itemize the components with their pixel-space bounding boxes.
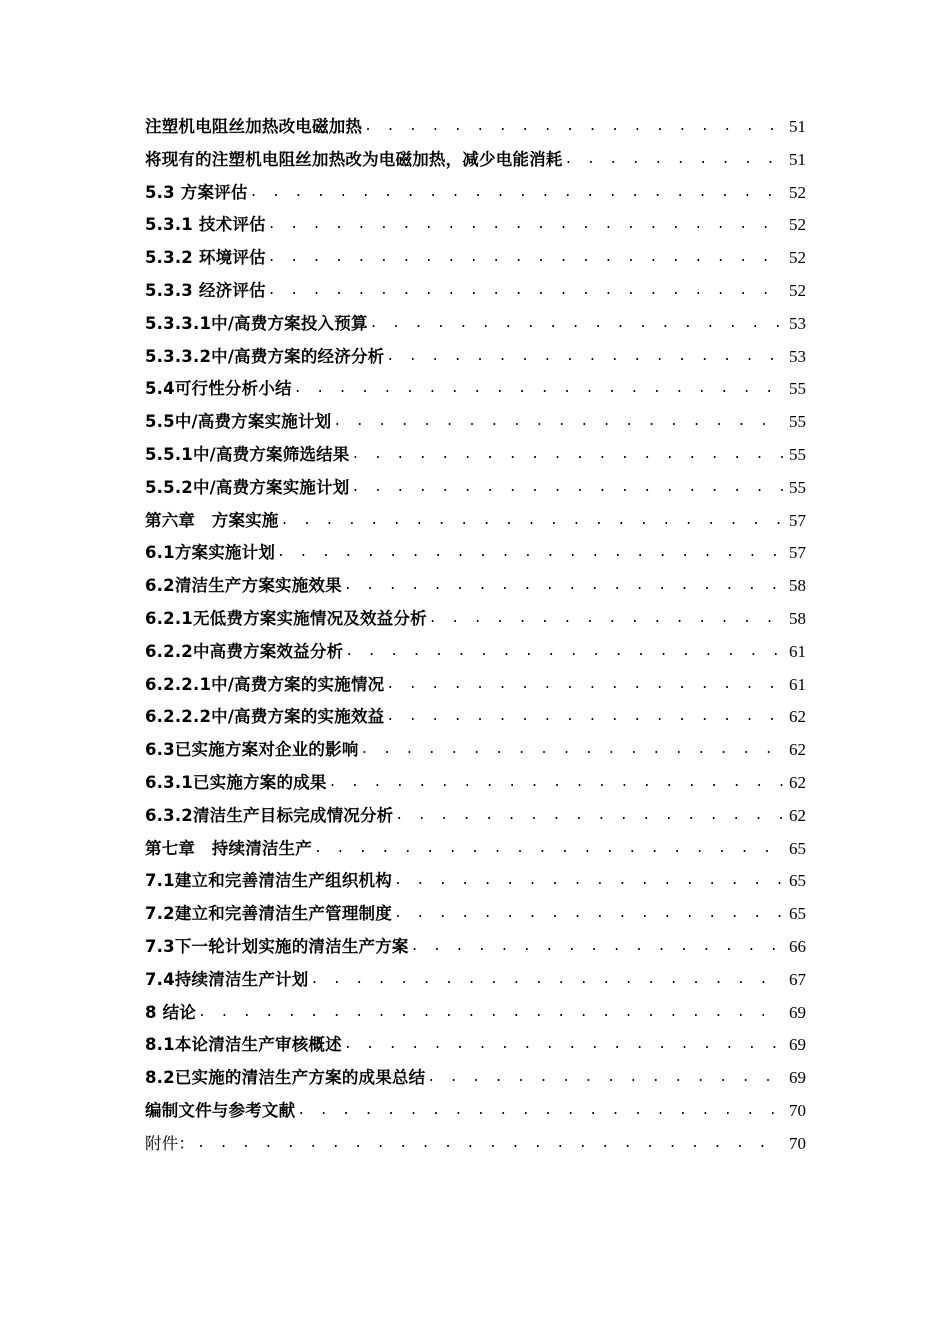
toc-entry[interactable] (145, 964, 806, 997)
toc-entry[interactable] (145, 275, 806, 308)
toc-entry[interactable] (145, 373, 806, 406)
toc-entry-page: 66 (789, 936, 806, 956)
toc-entry[interactable] (145, 767, 806, 800)
toc-entry[interactable] (145, 144, 806, 177)
toc-entry-title: 附件： (145, 1133, 196, 1153)
toc-entry-page: 52 (789, 248, 806, 268)
toc-entry-page: 58 (789, 608, 806, 628)
toc-entry-title: 7.1建立和完善清洁生产组织机构 (145, 871, 392, 891)
toc-entry-title: 6.3已实施方案对企业的影响 (145, 740, 359, 760)
toc-dot-leader (429, 603, 783, 636)
toc-entry-page: 69 (789, 1035, 806, 1055)
toc-dot-leader (314, 833, 783, 866)
toc-dot-leader (268, 242, 783, 275)
toc-entry-title: 6.3.1已实施方案的成果 (145, 772, 327, 792)
toc-dot-leader (294, 373, 783, 406)
toc-dot-leader (344, 570, 783, 603)
toc-entry[interactable] (145, 472, 806, 505)
toc-entry-page: 70 (789, 1133, 806, 1153)
toc-entry-title: 5.3.3.1中/高费方案投入预算 (145, 313, 368, 333)
toc-entry-page: 52 (789, 280, 806, 300)
toc-entry-page: 69 (789, 1068, 806, 1088)
toc-entry-page: 51 (789, 117, 806, 136)
toc-entry-title: 7.2建立和完善清洁生产管理制度 (145, 904, 392, 924)
toc-dot-leader (310, 964, 783, 997)
toc-dot-leader (268, 209, 783, 242)
toc-dot-leader (411, 931, 783, 964)
toc-entry-page: 65 (789, 871, 806, 891)
toc-dot-leader (370, 308, 783, 341)
toc-entry[interactable] (145, 800, 806, 833)
toc-dot-leader (250, 177, 783, 210)
toc-entry-title: 6.2.2中高费方案效益分析 (145, 641, 344, 661)
toc-entry-title: 5.3.1 技术评估 (145, 215, 266, 235)
toc-entry[interactable] (145, 833, 806, 866)
toc-entry-page: 51 (789, 149, 806, 169)
toc-dot-leader (361, 734, 783, 767)
toc-entry[interactable] (145, 242, 806, 275)
toc-entry-page: 65 (789, 904, 806, 924)
toc-entry-page: 62 (789, 805, 806, 825)
toc-entry-page: 57 (789, 510, 806, 530)
toc-entry-page: 70 (789, 1100, 806, 1120)
toc-entry-page: 55 (789, 412, 806, 432)
toc-entry-title: 第七章 持续清洁生产 (145, 838, 312, 858)
toc-entry[interactable] (145, 865, 806, 898)
toc-entry-title: 5.5.2中/高费方案实施计划 (145, 477, 350, 497)
toc-dot-leader (344, 1029, 783, 1062)
toc-dot-leader (277, 537, 783, 570)
toc-dot-leader (297, 1095, 783, 1128)
toc-entry[interactable] (145, 308, 806, 341)
toc-entry[interactable] (145, 177, 806, 210)
toc-dot-leader (198, 997, 783, 1030)
toc-entry-page: 52 (789, 215, 806, 235)
toc-entry-title: 5.5中/高费方案实施计划 (145, 412, 332, 432)
toc-entry-page: 61 (789, 641, 806, 661)
toc-entry-title: 6.2.2.1中/高费方案的实施情况 (145, 674, 385, 694)
toc-entry[interactable] (145, 997, 806, 1030)
toc-dot-leader (268, 275, 783, 308)
toc-entry[interactable] (145, 931, 806, 964)
toc-dot-leader (394, 865, 783, 898)
toc-dot-leader (329, 767, 783, 800)
toc-entry[interactable] (145, 341, 806, 374)
toc-entry[interactable] (145, 209, 806, 242)
toc-entry-title: 7.3下一轮计划实施的清洁生产方案 (145, 936, 409, 956)
toc-entry-title: 6.2.1无低费方案实施情况及效益分析 (145, 608, 427, 628)
toc-entry-page: 67 (789, 969, 806, 989)
toc-entry[interactable] (145, 636, 806, 669)
toc-entry-title: 6.2清洁生产方案实施效果 (145, 576, 342, 596)
toc-dot-leader (394, 898, 783, 931)
toc-entry-title: 5.4可行性分析小结 (145, 379, 292, 399)
toc-entry[interactable] (145, 1095, 806, 1128)
toc-entry-page: 53 (789, 346, 806, 366)
toc-entry[interactable] (145, 537, 806, 570)
toc-entry-page: 69 (789, 1002, 806, 1022)
toc-entry[interactable] (145, 406, 806, 439)
toc-entry[interactable] (145, 1128, 806, 1161)
toc-entry-title: 8.2已实施的清洁生产方案的成果总结 (145, 1068, 426, 1088)
toc-entry-page: 55 (789, 477, 806, 497)
toc-entry-page: 53 (789, 313, 806, 333)
toc-entry-title: 8 结论 (145, 1002, 197, 1022)
toc-entry-title: 6.2.2.2中/高费方案的实施效益 (145, 707, 385, 727)
toc-entry-title: 编制文件与参考文献 (145, 1100, 296, 1120)
toc-entry-title: 5.3.2 环境评估 (145, 248, 266, 268)
toc-dot-leader (565, 144, 784, 177)
toc-entry-title: 5.3.3 经济评估 (145, 280, 266, 300)
toc-dot-leader (352, 439, 783, 472)
toc-entry[interactable] (145, 111, 806, 144)
toc-entry-title: 7.4持续清洁生产计划 (145, 969, 309, 989)
toc-entry-page: 62 (789, 707, 806, 727)
toc-entry-title: 6.3.2清洁生产目标完成情况分析 (145, 805, 394, 825)
toc-entry-page: 58 (789, 576, 806, 596)
toc-entry[interactable] (145, 603, 806, 636)
toc-entry-title: 将现有的注塑机电阻丝加热改为电磁加热，减少电能消耗 (145, 149, 563, 169)
toc-dot-leader (386, 341, 783, 374)
toc-entry[interactable] (145, 701, 806, 734)
toc-dot-leader (197, 1128, 783, 1161)
toc-entry[interactable] (145, 734, 806, 767)
toc-dot-leader (386, 669, 783, 702)
toc-entry[interactable] (145, 570, 806, 603)
toc-dot-leader (427, 1062, 783, 1095)
toc-dot-leader (281, 505, 783, 538)
toc-dot-leader (386, 701, 783, 734)
toc-dot-leader (395, 800, 783, 833)
toc-entry-title: 8.1本论清洁生产审核概述 (145, 1035, 342, 1055)
toc-entry-title: 第六章 方案实施 (145, 510, 279, 530)
toc-dot-leader (333, 406, 783, 439)
toc-entry[interactable] (145, 898, 806, 931)
toc-entry[interactable] (145, 669, 806, 702)
toc-entry[interactable] (145, 1029, 806, 1062)
toc-entry-page: 52 (789, 182, 806, 202)
toc-entry-page: 61 (789, 674, 806, 694)
toc-entry-page: 65 (789, 838, 806, 858)
toc-entry[interactable] (145, 505, 806, 538)
toc-entry[interactable] (145, 439, 806, 472)
toc-entry-title: 6.1方案实施计划 (145, 543, 276, 563)
toc-entry-page: 62 (789, 740, 806, 760)
toc-entry-page: 55 (789, 379, 806, 399)
toc-entry-page: 62 (789, 772, 806, 792)
toc-entry-page: 57 (789, 543, 806, 563)
toc-entry-title: 5.3.3.2中/高费方案的经济分析 (145, 346, 385, 366)
table-of-contents (145, 111, 806, 1161)
toc-dot-leader (352, 472, 783, 505)
toc-entry[interactable] (145, 1062, 806, 1095)
toc-entry-title: 注塑机电阻丝加热改电磁加热 (145, 117, 363, 136)
toc-entry-title: 5.3 方案评估 (145, 182, 248, 202)
toc-entry-page: 55 (789, 444, 806, 464)
toc-entry-title: 5.5.1中/高费方案筛选结果 (145, 444, 350, 464)
toc-dot-leader (364, 111, 783, 144)
toc-dot-leader (345, 636, 783, 669)
